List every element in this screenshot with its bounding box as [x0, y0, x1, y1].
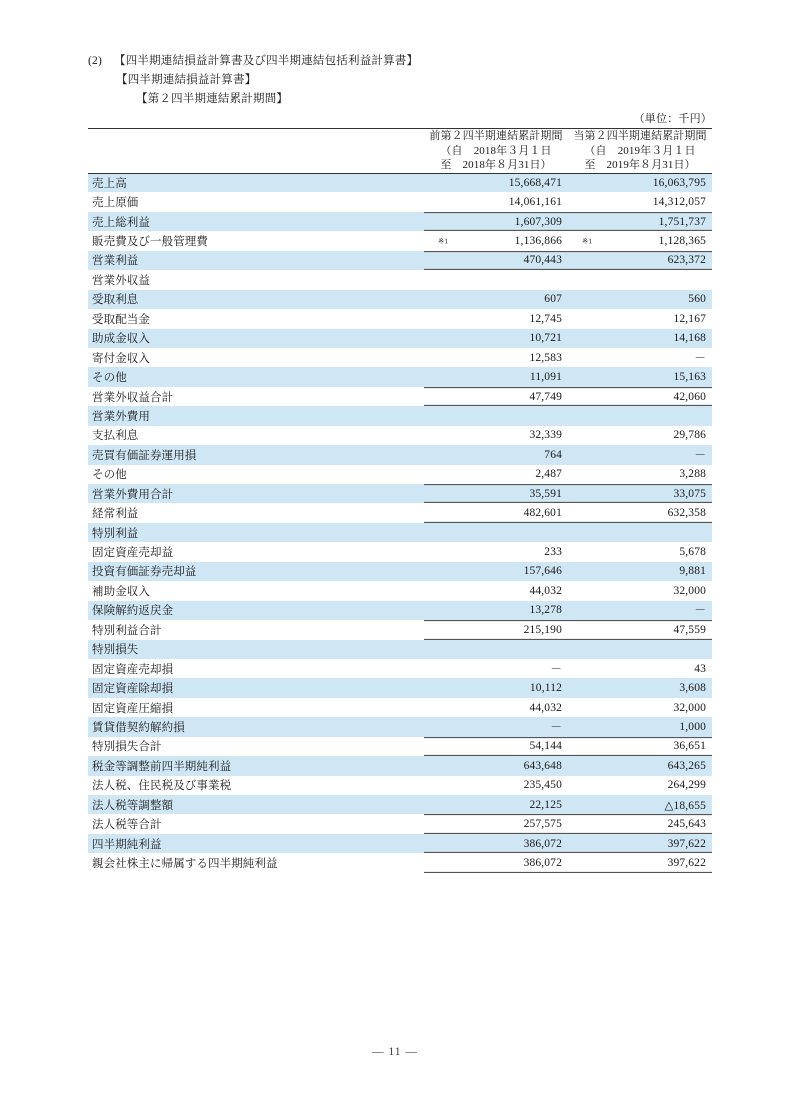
- row-value-previous-period: [424, 251, 568, 270]
- row-label: 親会社株主に帰属する四半期純利益: [92, 858, 278, 871]
- value-text: 632,358: [667, 507, 706, 520]
- row-label: 四半期純利益: [92, 838, 162, 851]
- row-label: 営業外費用合計: [92, 488, 174, 501]
- row-label: 特別損失: [92, 644, 139, 657]
- row-label: 固定資産売却損: [92, 663, 174, 676]
- value-text: △18,655: [664, 799, 706, 812]
- heading-line-1: [88, 52, 728, 71]
- row-value-previous-period: [424, 465, 568, 484]
- row-value-current-period: [568, 348, 712, 367]
- row-value-previous-period: [424, 445, 568, 464]
- table-row: [88, 678, 712, 697]
- value-text: 3,288: [679, 468, 706, 481]
- table-row: [88, 231, 712, 250]
- table-body: [88, 173, 712, 873]
- row-value-current-period: [568, 542, 712, 561]
- row-value-current-period: [568, 426, 712, 445]
- value-text: 47,749: [529, 390, 562, 403]
- value-text: 1,136,866: [514, 235, 562, 248]
- row-value-previous-period: [424, 776, 568, 795]
- table-row: [88, 192, 712, 211]
- value-text: 14,312,057: [652, 196, 706, 209]
- row-value-previous-period: [424, 231, 568, 250]
- value-text: 11,091: [529, 371, 562, 384]
- value-text: 764: [544, 448, 562, 461]
- value-text: 643,265: [667, 759, 706, 772]
- row-value-current-period: [568, 737, 712, 756]
- value-text: 157,646: [523, 565, 562, 578]
- row-label: 売上総利益: [92, 216, 150, 229]
- value-text: 215,190: [523, 623, 562, 636]
- row-label: 営業利益: [92, 255, 139, 268]
- table-row: [88, 406, 712, 425]
- value-text: 42,060: [673, 390, 706, 403]
- table-row: [88, 484, 712, 503]
- row-label: 投資有価証券売却益: [92, 566, 197, 579]
- row-value-current-period: [568, 484, 712, 503]
- row-value-current-period: [568, 251, 712, 270]
- row-label: 営業外収益: [92, 274, 150, 287]
- value-text: 29,786: [673, 429, 706, 442]
- row-value-current-period: [568, 173, 712, 192]
- row-value-previous-period: [424, 562, 568, 581]
- row-value-previous-period: [424, 542, 568, 561]
- note-marker: ※1: [582, 236, 593, 246]
- value-text: －: [550, 663, 562, 676]
- value-text: 44,032: [529, 701, 562, 714]
- value-text: 1,128,365: [658, 235, 706, 248]
- row-value-current-period: [568, 640, 712, 659]
- table-header: [88, 129, 712, 174]
- table-row: [88, 562, 712, 581]
- value-text: 10,112: [529, 682, 562, 695]
- value-text: 623,372: [667, 254, 706, 267]
- value-text: 482,601: [523, 507, 562, 520]
- table-row: [88, 795, 712, 814]
- table-row: [88, 640, 712, 659]
- header-blank-cell: [88, 129, 424, 174]
- row-value-current-period: [568, 503, 712, 522]
- row-label: 受取配当金: [92, 313, 150, 326]
- value-text: 643,648: [523, 759, 562, 772]
- table-row: [88, 698, 712, 717]
- value-text: －: [694, 352, 706, 365]
- table-row: [88, 814, 712, 833]
- value-text: 2,487: [535, 468, 562, 481]
- value-text: 32,000: [673, 584, 706, 597]
- row-value-previous-period: [424, 309, 568, 328]
- row-value-previous-period: [424, 192, 568, 211]
- value-text: 13,278: [529, 604, 562, 617]
- header-col2-from: （自 2019年３月１日: [584, 144, 696, 157]
- row-value-previous-period: [424, 698, 568, 717]
- value-text: 43: [694, 662, 706, 675]
- row-value-previous-period: [424, 484, 568, 503]
- row-value-current-period: [568, 620, 712, 639]
- row-label: 営業外収益合計: [92, 391, 174, 404]
- table-row: [88, 659, 712, 678]
- table-row: [88, 387, 712, 406]
- header-column-current-period: [568, 129, 712, 174]
- row-value-current-period: [568, 776, 712, 795]
- heading-text-3: 【第２四半期連結累計期間】: [136, 93, 289, 105]
- header-col2-title: 当第２四半期連結累計期間: [573, 130, 707, 142]
- row-value-current-period: [568, 329, 712, 348]
- row-value-current-period: [568, 523, 712, 542]
- row-label: 寄付金収入: [92, 352, 150, 365]
- table-row: [88, 290, 712, 309]
- row-value-current-period: [568, 756, 712, 775]
- row-value-current-period: [568, 270, 712, 289]
- row-label: 保険解約返戻金: [92, 605, 174, 618]
- value-text: 14,168: [673, 332, 706, 345]
- row-label: 売上原価: [92, 197, 139, 210]
- row-label: 販売費及び一般管理費: [92, 236, 208, 249]
- value-text: 12,167: [673, 312, 706, 325]
- row-value-current-period: [568, 562, 712, 581]
- row-value-current-period: [568, 698, 712, 717]
- row-label: 補助金収入: [92, 585, 150, 598]
- row-label: 売上高: [92, 177, 127, 190]
- value-text: －: [694, 605, 706, 618]
- row-value-current-period: [568, 678, 712, 697]
- table-row: [88, 309, 712, 328]
- value-text: 397,622: [667, 857, 706, 870]
- value-text: 3,608: [679, 682, 706, 695]
- value-text: 15,668,471: [508, 176, 562, 189]
- row-label: 法人税等合計: [92, 819, 162, 832]
- section-headings: [88, 52, 728, 109]
- row-value-previous-period: [424, 348, 568, 367]
- row-value-previous-period: [424, 814, 568, 833]
- table-row: [88, 348, 712, 367]
- value-text: 1,607,309: [514, 215, 562, 228]
- heading-number-1: (2): [88, 55, 103, 67]
- row-label: 売買有価証券運用損: [92, 449, 197, 462]
- value-text: 15,163: [673, 371, 706, 384]
- row-value-current-period: [568, 659, 712, 678]
- row-value-current-period: [568, 814, 712, 833]
- row-label: 支払利息: [92, 430, 139, 443]
- row-value-current-period: [568, 795, 712, 814]
- row-label: 固定資産売却益: [92, 547, 174, 560]
- row-value-previous-period: [424, 834, 568, 853]
- row-value-current-period: [568, 581, 712, 600]
- row-value-current-period: [568, 309, 712, 328]
- row-label: 固定資産除却損: [92, 683, 174, 696]
- quarterly-consolidated-income-statement-table: [88, 128, 712, 873]
- value-text: 386,072: [523, 857, 562, 870]
- value-text: 33,075: [673, 487, 706, 500]
- row-label: 税金等調整前四半期純利益: [92, 760, 232, 773]
- table-row: [88, 717, 712, 736]
- row-value-current-period: [568, 387, 712, 406]
- page-number: ― 11 ―: [372, 1046, 418, 1058]
- row-value-previous-period: [424, 659, 568, 678]
- unit-note: （単位：千円）: [633, 113, 712, 125]
- table-row: [88, 756, 712, 775]
- row-value-previous-period: [424, 640, 568, 659]
- table-row: [88, 465, 712, 484]
- row-value-previous-period: [424, 678, 568, 697]
- value-text: －: [550, 721, 562, 734]
- value-text: 1,000: [679, 720, 706, 733]
- value-text: 607: [544, 293, 562, 306]
- table-row: [88, 367, 712, 386]
- row-value-previous-period: [424, 387, 568, 406]
- row-value-current-period: [568, 853, 712, 872]
- table-row: [88, 212, 712, 231]
- value-text: 32,000: [673, 701, 706, 714]
- row-label: 助成金収入: [92, 333, 150, 346]
- table-row: [88, 329, 712, 348]
- value-text: 470,443: [523, 254, 562, 267]
- table-row: [88, 737, 712, 756]
- row-value-current-period: [568, 290, 712, 309]
- row-value-previous-period: [424, 406, 568, 425]
- row-value-previous-period: [424, 503, 568, 522]
- value-text: 54,144: [529, 740, 562, 753]
- row-label: 賃貸借契約解約損: [92, 721, 185, 734]
- row-value-previous-period: [424, 523, 568, 542]
- table-row: [88, 426, 712, 445]
- value-text: 12,583: [529, 351, 562, 364]
- header-col1-from: （自 2018年３月１日: [440, 144, 552, 157]
- row-value-current-period: [568, 406, 712, 425]
- value-text: 5,678: [679, 546, 706, 559]
- row-value-current-period: [568, 212, 712, 231]
- header-col1-title: 前第２四半期連結累計期間: [429, 130, 563, 142]
- value-text: 9,881: [679, 565, 706, 578]
- value-text: 386,072: [523, 837, 562, 850]
- row-value-previous-period: [424, 581, 568, 600]
- row-label: 固定資産圧縮損: [92, 702, 174, 715]
- header-col1-to: 至 2018年８月31日）: [440, 159, 552, 171]
- row-value-current-period: [568, 834, 712, 853]
- row-value-current-period: [568, 231, 712, 250]
- table-row: [88, 503, 712, 522]
- value-text: 16,063,795: [652, 176, 706, 189]
- row-label: その他: [92, 372, 127, 385]
- value-text: 12,745: [529, 312, 562, 325]
- row-value-current-period: [568, 717, 712, 736]
- table-header-row: [88, 129, 712, 174]
- table-row: [88, 523, 712, 542]
- row-value-previous-period: [424, 212, 568, 231]
- table-row: [88, 542, 712, 561]
- row-value-previous-period: [424, 173, 568, 192]
- header-column-previous-period: [424, 129, 568, 174]
- row-label: 法人税等調整額: [92, 799, 174, 812]
- value-text: 397,622: [667, 837, 706, 850]
- row-value-previous-period: [424, 270, 568, 289]
- row-value-previous-period: [424, 756, 568, 775]
- table-row: [88, 601, 712, 620]
- table-row: [88, 620, 712, 639]
- row-label: 経常利益: [92, 508, 139, 521]
- table-row: [88, 581, 712, 600]
- value-text: 44,032: [529, 584, 562, 597]
- row-label: 法人税、住民税及び事業税: [92, 780, 232, 793]
- row-value-previous-period: [424, 426, 568, 445]
- heading-text-2: 【四半期連結損益計算書】: [116, 74, 257, 86]
- value-text: 22,125: [529, 798, 562, 811]
- row-label: 特別損失合計: [92, 741, 162, 754]
- value-text: 257,575: [523, 818, 562, 831]
- row-value-previous-period: [424, 737, 568, 756]
- row-label: 特別利益合計: [92, 624, 162, 637]
- value-text: 1,751,737: [658, 215, 706, 228]
- row-value-previous-period: [424, 601, 568, 620]
- value-text: 36,651: [673, 740, 706, 753]
- value-text: 10,721: [529, 332, 562, 345]
- value-text: 32,339: [529, 429, 562, 442]
- row-value-previous-period: [424, 717, 568, 736]
- row-value-current-period: [568, 465, 712, 484]
- table-row: [88, 853, 712, 872]
- row-value-current-period: [568, 367, 712, 386]
- table-row: [88, 173, 712, 192]
- value-text: 35,591: [529, 487, 562, 500]
- table-row: [88, 776, 712, 795]
- row-value-previous-period: [424, 620, 568, 639]
- table-row: [88, 834, 712, 853]
- note-marker: ※1: [438, 236, 449, 246]
- value-text: 233: [544, 546, 562, 559]
- row-value-previous-period: [424, 853, 568, 872]
- table-row: [88, 445, 712, 464]
- heading-line-2: [88, 71, 728, 90]
- value-text: －: [694, 449, 706, 462]
- table-row: [88, 251, 712, 270]
- row-label: 営業外費用: [92, 410, 150, 423]
- value-text: 47,559: [673, 623, 706, 636]
- row-value-current-period: [568, 192, 712, 211]
- row-value-current-period: [568, 445, 712, 464]
- row-label: その他: [92, 469, 127, 482]
- header-col2-to: 至 2019年８月31日）: [584, 159, 696, 171]
- value-text: 560: [688, 293, 706, 306]
- row-label: 特別利益: [92, 527, 139, 540]
- heading-line-3: [88, 90, 728, 109]
- value-text: 245,643: [667, 818, 706, 831]
- row-value-previous-period: [424, 329, 568, 348]
- value-text: 264,299: [667, 779, 706, 792]
- row-value-current-period: [568, 601, 712, 620]
- row-label: 受取利息: [92, 294, 139, 307]
- row-value-previous-period: [424, 290, 568, 309]
- table-row: [88, 270, 712, 289]
- heading-text-1: 【四半期連結損益計算書及び四半期連結包括利益計算書】: [114, 55, 419, 67]
- value-text: 235,450: [523, 779, 562, 792]
- row-value-previous-period: [424, 367, 568, 386]
- row-value-previous-period: [424, 795, 568, 814]
- value-text: 14,061,161: [508, 196, 562, 209]
